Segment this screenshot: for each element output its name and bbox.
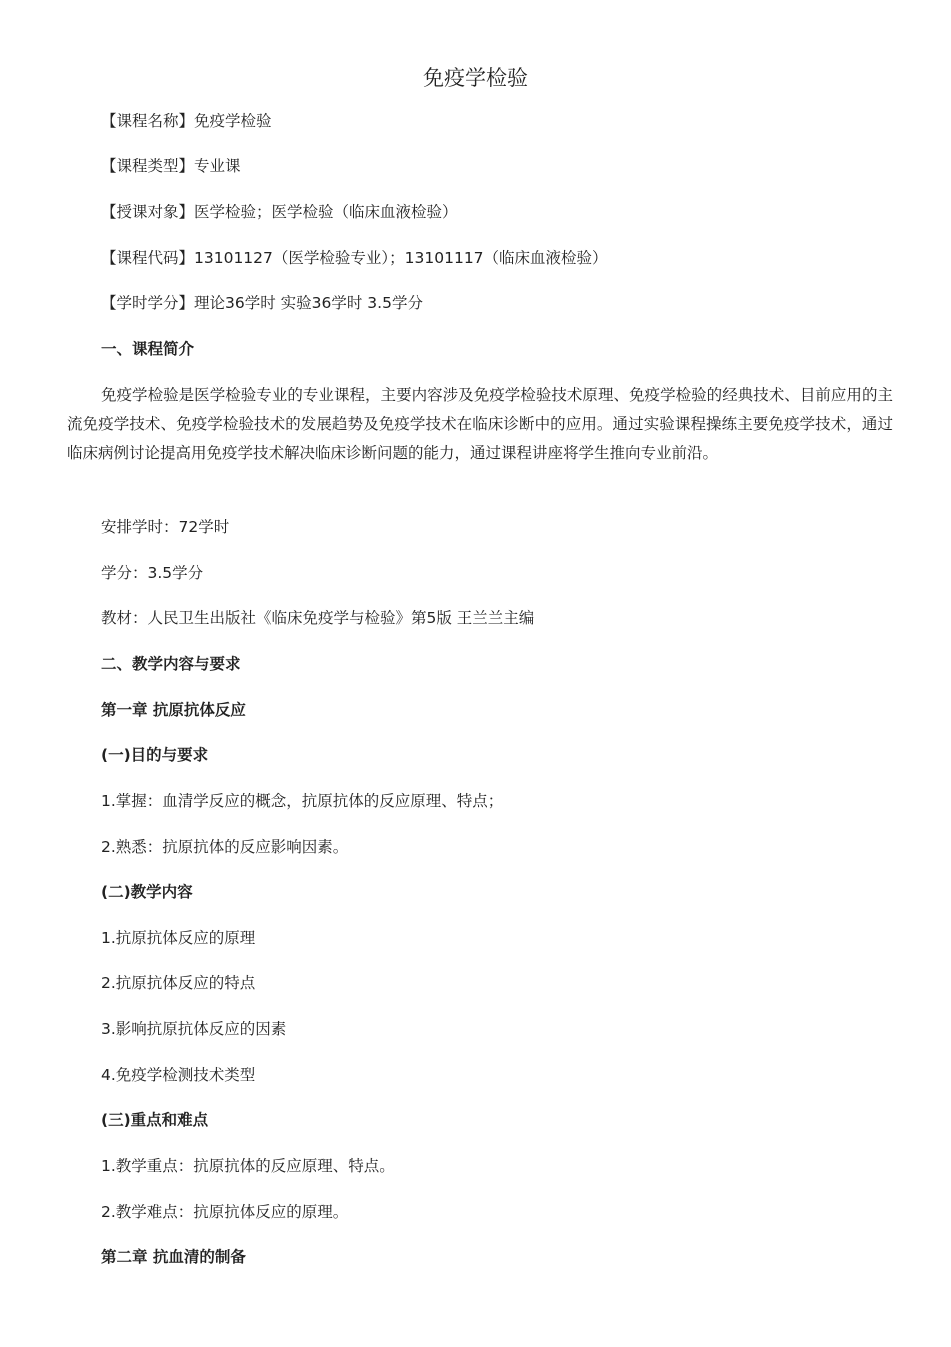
intro-paragraph: 免疫学检验是医学检验专业的专业课程，主要内容涉及免疫学检验技术原理、免疫学检验的经典技术、目前应用的主流免疫学技术、免疫学检验技术的发展趋势及免疫学技术在临床诊断中的应用。通过实验课程操练主要免疫学技术，通过临床病例讨论提高用免疫学技术解决临床诊断问题的能力，通过课程讲座将学生推向专业前沿。 [67, 386, 893, 462]
course-type: 【课程类型】专业课 [101, 157, 241, 175]
goals-heading: (一)目的与要求 [101, 746, 209, 764]
chapter2-title: 第二章 抗血清的制备 [101, 1248, 246, 1266]
credits: 学分：3.5学分 [101, 564, 204, 582]
textbook: 教材：人民卫生出版社《临床免疫学与检验》第5版 王兰兰主编 [101, 609, 535, 627]
list-item: 1.掌握：血清学反应的概念，抗原抗体的反应原理、特点； [101, 792, 504, 810]
content-heading: 二、教学内容与要求 [101, 655, 241, 673]
key-heading: (三)重点和难点 [101, 1111, 209, 1129]
list-item: 3.影响抗原抗体反应的因素 [101, 1020, 287, 1038]
list-item: 1.抗原抗体反应的原理 [101, 929, 256, 947]
list-item: 2.教学难点：抗原抗体反应的原理。 [101, 1203, 349, 1221]
schedule-hours: 安排学时：72学时 [101, 518, 230, 536]
course-hours: 【学时学分】理论36学时 实验36学时 3.5学分 [101, 294, 423, 312]
teaching-heading: (二)教学内容 [101, 883, 193, 901]
intro-heading: 一、课程简介 [101, 340, 195, 358]
chapter1-title: 第一章 抗原抗体反应 [101, 701, 246, 719]
list-item: 2.熟悉：抗原抗体的反应影响因素。 [101, 838, 349, 856]
list-item: 1.教学重点：抗原抗体的反应原理、特点。 [101, 1157, 395, 1175]
list-item: 4.免疫学检测技术类型 [101, 1066, 256, 1084]
list-item: 2.抗原抗体反应的特点 [101, 974, 256, 992]
document-title: 免疫学检验 [423, 66, 528, 90]
course-code: 【课程代码】13101127（医学检验专业）；13101117（临床血液检验） [101, 249, 608, 267]
course-audience: 【授课对象】医学检验；医学检验（临床血液检验） [101, 203, 458, 221]
course-name: 【课程名称】免疫学检验 [101, 112, 272, 130]
